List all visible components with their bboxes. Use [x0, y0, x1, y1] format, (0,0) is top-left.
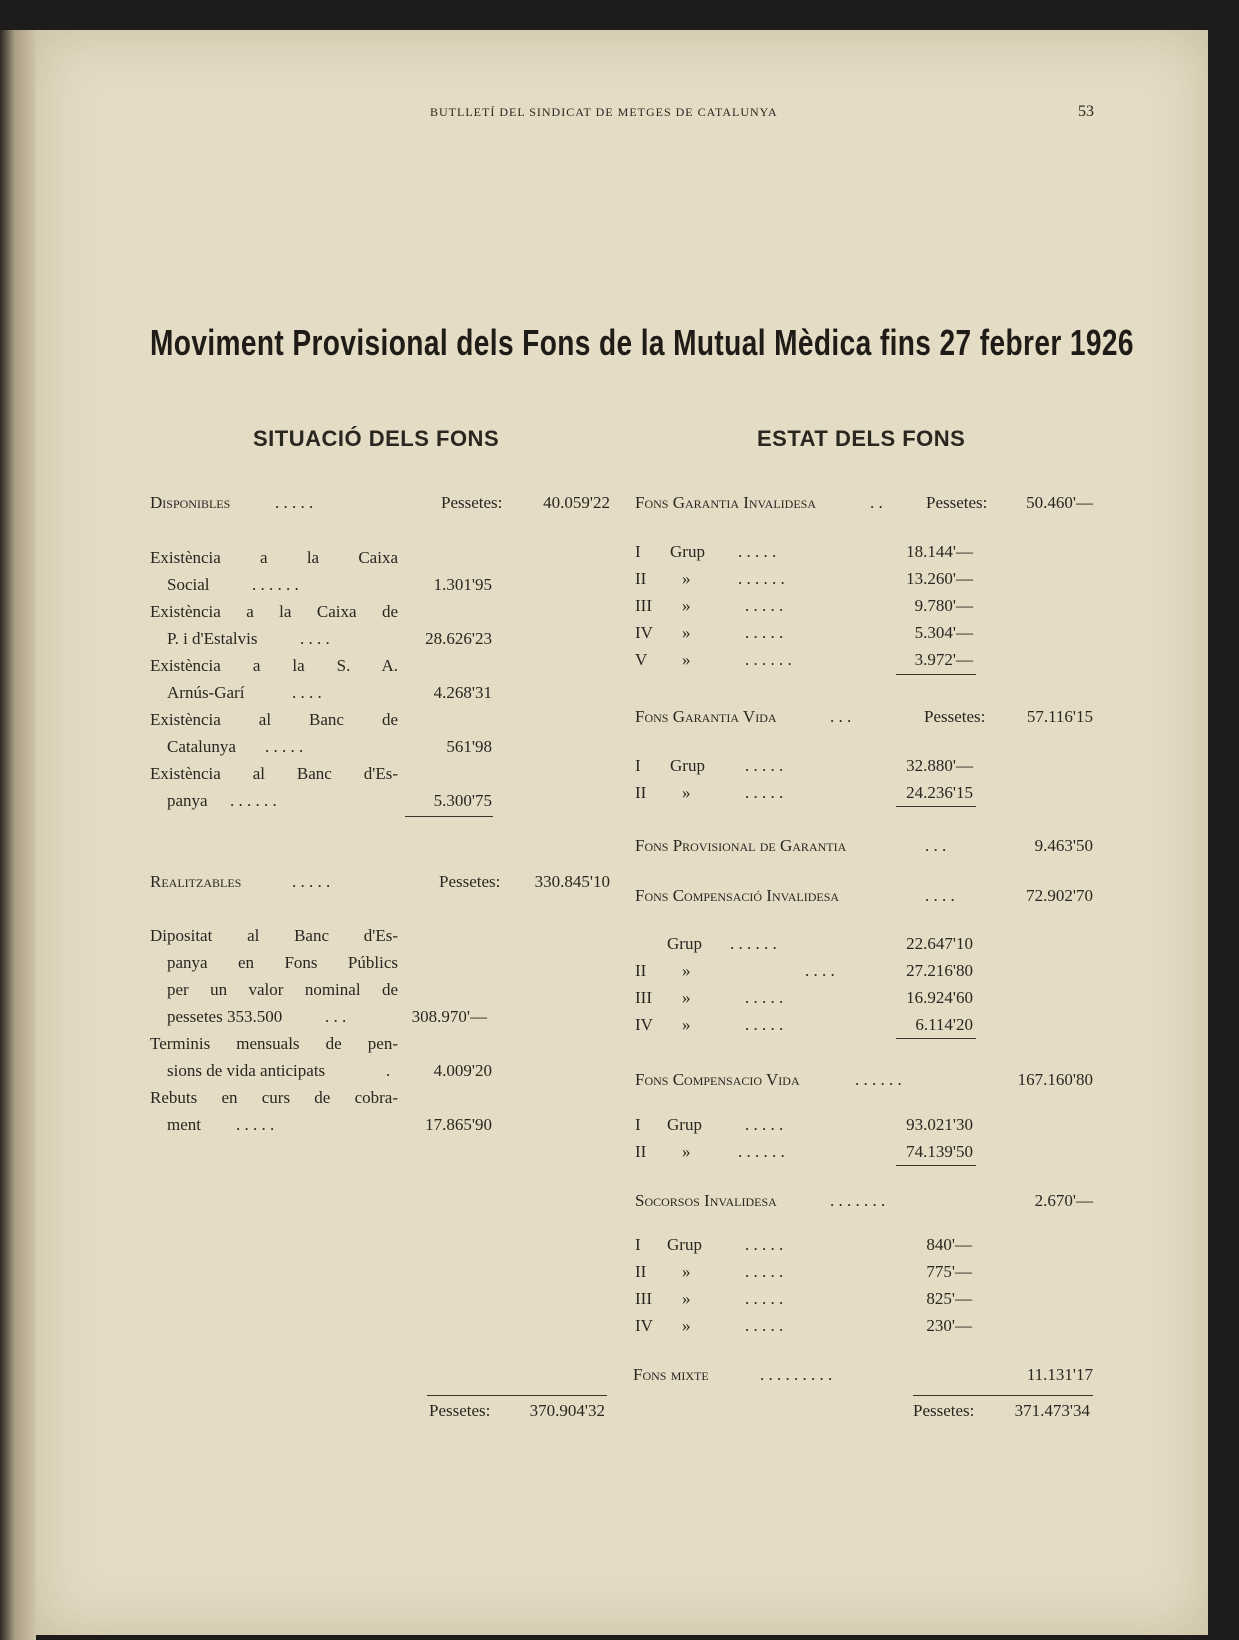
group-dots: . . . . .	[745, 988, 784, 1007]
group-amount: 18.144'—	[906, 542, 973, 561]
disponibles-amount: 40.059'22	[543, 493, 610, 512]
group-name: »	[682, 961, 691, 980]
group-name: Grup	[670, 542, 705, 561]
group-amount: 24.236'15	[906, 783, 973, 802]
group-numeral: III	[635, 596, 652, 615]
item-line: pessetes 353.500	[167, 1007, 283, 1026]
item-line: Existència a la Caixa de	[150, 602, 398, 621]
page-number: 53	[1078, 103, 1094, 120]
group-amount: 5.304'—	[914, 623, 973, 642]
group-name: Grup	[670, 756, 705, 775]
item-dots: . . . . .	[265, 737, 304, 756]
group-name: Grup	[667, 1115, 702, 1134]
disponibles-pessetes-label: Pessetes:	[441, 493, 503, 512]
fund-dots: . . .	[830, 707, 852, 726]
group-amount: 825'—	[926, 1289, 972, 1308]
group-amount: 22.647'10	[906, 934, 973, 953]
subtotal-rule	[405, 816, 493, 817]
group-amount: 775'—	[926, 1262, 972, 1281]
item-line: Existència a la Caixa	[150, 548, 398, 567]
group-name: »	[682, 1289, 691, 1308]
group-dots: . . . . . .	[738, 1142, 785, 1161]
fund-label: Socorsos Invalidesa	[635, 1191, 777, 1210]
item-line: Arnús-Garí	[167, 683, 245, 702]
left-total-label: Pessetes:	[429, 1401, 491, 1420]
fund-amount: 167.160'80	[1017, 1070, 1093, 1089]
group-name: »	[682, 988, 691, 1007]
right-total-amount: 371.473'34	[1014, 1401, 1090, 1420]
group-numeral: III	[635, 988, 652, 1007]
group-dots: . . . . . .	[745, 650, 792, 669]
group-amount: 13.260'—	[906, 569, 973, 588]
fund-dots: . . .	[925, 836, 947, 855]
realitzables-label: Realitzables	[150, 872, 242, 891]
realitzables-dots: . . . . .	[292, 872, 331, 891]
disponibles-label: Disponibles	[150, 493, 231, 512]
fund-dots: . .	[870, 493, 883, 512]
item-line: ment	[167, 1115, 201, 1134]
item-line: Rebuts en curs de cobra-	[150, 1088, 398, 1107]
item-line: Existència al Banc de	[150, 710, 398, 729]
fund-label: Fons Garantia Invalidesa	[635, 493, 817, 512]
group-dots: . . . . .	[745, 783, 784, 802]
group-amount: 93.021'30	[906, 1115, 973, 1134]
group-amount: 3.972'—	[914, 650, 973, 669]
fund-amount: 72.902'70	[1026, 886, 1093, 905]
group-amount: 230'—	[926, 1316, 972, 1335]
group-numeral: IV	[635, 1316, 653, 1335]
group-dots: . . . .	[805, 961, 835, 980]
left-total-amount: 370.904'32	[529, 1401, 605, 1420]
subtotal-rule	[896, 1038, 976, 1039]
fund-amount: 11.131'17	[1026, 1365, 1093, 1384]
fund-amount: 2.670'—	[1034, 1191, 1093, 1210]
item-amount: 5.300'75	[433, 791, 492, 810]
item-dots: . . . . . .	[230, 791, 277, 810]
group-numeral: II	[635, 569, 647, 588]
group-name: »	[682, 1262, 691, 1281]
item-line: panya	[167, 791, 208, 810]
item-line: Catalunya	[167, 737, 236, 756]
realitzables-amount: 330.845'10	[534, 872, 610, 891]
fund-amount: 9.463'50	[1034, 836, 1093, 855]
group-name: »	[682, 596, 691, 615]
group-numeral: II	[635, 1142, 647, 1161]
item-amount: 561'98	[446, 737, 492, 756]
group-numeral: I	[635, 1235, 641, 1254]
group-dots: . . . . . .	[730, 934, 777, 953]
group-numeral: I	[635, 542, 641, 561]
item-line: panya en Fons Públics	[167, 953, 398, 972]
fund-amount: 57.116'15	[1026, 707, 1093, 726]
group-name: »	[682, 1015, 691, 1034]
group-dots: . . . . .	[745, 756, 784, 775]
group-dots: . . . . .	[745, 1015, 784, 1034]
group-amount: 840'—	[926, 1235, 972, 1254]
group-numeral: IV	[635, 1015, 653, 1034]
fund-dots: . . . .	[925, 886, 955, 905]
item-line: sions de vida anticipats	[167, 1061, 326, 1080]
item-line: Existència a la S. A.	[150, 656, 398, 675]
group-dots: . . . . .	[745, 623, 784, 642]
subtotal-rule	[896, 1165, 976, 1166]
group-numeral: III	[635, 1289, 652, 1308]
page-title: Moviment Provisional dels Fons de la Mutual Mèdica fins 27 febrer 1926	[150, 322, 1134, 363]
group-name: »	[682, 1142, 691, 1161]
group-dots: . . . . .	[738, 542, 777, 561]
group-name: »	[682, 783, 691, 802]
group-name: Grup	[667, 1235, 702, 1254]
right-total-label: Pessetes:	[913, 1401, 975, 1420]
item-dots: . . . . .	[236, 1115, 275, 1134]
fund-dots: . . . . . .	[855, 1070, 902, 1089]
group-name: »	[682, 650, 691, 669]
item-dots: . . . .	[300, 629, 330, 648]
item-amount: 308.970'—	[411, 1007, 487, 1026]
item-amount: 1.301'95	[433, 575, 492, 594]
fund-dots: . . . . . . .	[830, 1191, 886, 1210]
item-line: Social	[167, 575, 210, 594]
group-numeral: IV	[635, 623, 653, 642]
left-heading: SITUACIÓ DELS FONS	[253, 426, 500, 451]
item-line: P. i d'Estalvis	[167, 629, 258, 648]
fund-dots: . . . . . . . . .	[760, 1365, 833, 1384]
item-amount: 4.268'31	[433, 683, 492, 702]
group-dots: . . . . .	[745, 1289, 784, 1308]
group-name: »	[682, 1316, 691, 1335]
group-dots: . . . . .	[745, 1235, 784, 1254]
group-numeral: I	[635, 1115, 641, 1134]
realitzables-pessetes-label: Pessetes:	[439, 872, 501, 891]
total-rule	[427, 1395, 607, 1396]
item-line: per un valor nominal de	[167, 980, 398, 999]
item-line: Existència al Banc d'Es-	[150, 764, 398, 783]
fund-label: Fons Garantia Vida	[635, 707, 777, 726]
fund-amount: 50.460'—	[1026, 493, 1093, 512]
group-numeral: I	[635, 756, 641, 775]
group-amount: 32.880'—	[906, 756, 973, 775]
item-amount: 17.865'90	[425, 1115, 492, 1134]
group-amount: 27.216'80	[906, 961, 973, 980]
total-rule	[913, 1395, 1093, 1396]
fund-label: Fons Compensació Invalidesa	[635, 886, 840, 905]
group-name: Grup	[667, 934, 702, 953]
group-dots: . . . . .	[745, 1115, 784, 1134]
group-numeral: II	[635, 1262, 647, 1281]
item-line: Terminis mensuals de pen-	[150, 1034, 398, 1053]
binding-edge	[0, 30, 36, 1640]
fund-pessetes-label: Pessetes:	[926, 493, 988, 512]
group-amount: 9.780'—	[914, 596, 973, 615]
item-amount: 28.626'23	[425, 629, 492, 648]
item-dots: . . . . . .	[252, 575, 299, 594]
fund-pessetes-label: Pessetes:	[924, 707, 986, 726]
item-dots: .	[386, 1061, 391, 1080]
item-amount: 4.009'20	[433, 1061, 492, 1080]
group-amount: 74.139'50	[906, 1142, 973, 1161]
group-numeral: II	[635, 961, 647, 980]
subtotal-rule	[896, 674, 976, 675]
group-numeral: V	[635, 650, 648, 669]
group-name: »	[682, 623, 691, 642]
group-dots: . . . . .	[745, 596, 784, 615]
fund-label: Fons Provisional de Garantia	[635, 836, 847, 855]
fund-label: Fons Compensacio Vida	[635, 1070, 800, 1089]
item-dots: . . .	[325, 1007, 347, 1026]
group-numeral: II	[635, 783, 647, 802]
group-dots: . . . . .	[745, 1316, 784, 1335]
group-amount: 6.114'20	[915, 1015, 973, 1034]
group-amount: 16.924'60	[906, 988, 973, 1007]
group-name: »	[682, 569, 691, 588]
disponibles-dots: . . . . .	[275, 493, 314, 512]
subtotal-rule	[896, 806, 976, 807]
fund-label: Fons mixte	[633, 1365, 709, 1384]
item-dots: . . . .	[292, 683, 322, 702]
right-heading: ESTAT DELS FONS	[757, 426, 966, 451]
group-dots: . . . . .	[745, 1262, 784, 1281]
item-line: Dipositat al Banc d'Es-	[150, 926, 398, 945]
group-dots: . . . . . .	[738, 569, 785, 588]
running-header: BUTLLETÍ DEL SINDICAT DE METGES DE CATALUNYA	[430, 105, 778, 119]
